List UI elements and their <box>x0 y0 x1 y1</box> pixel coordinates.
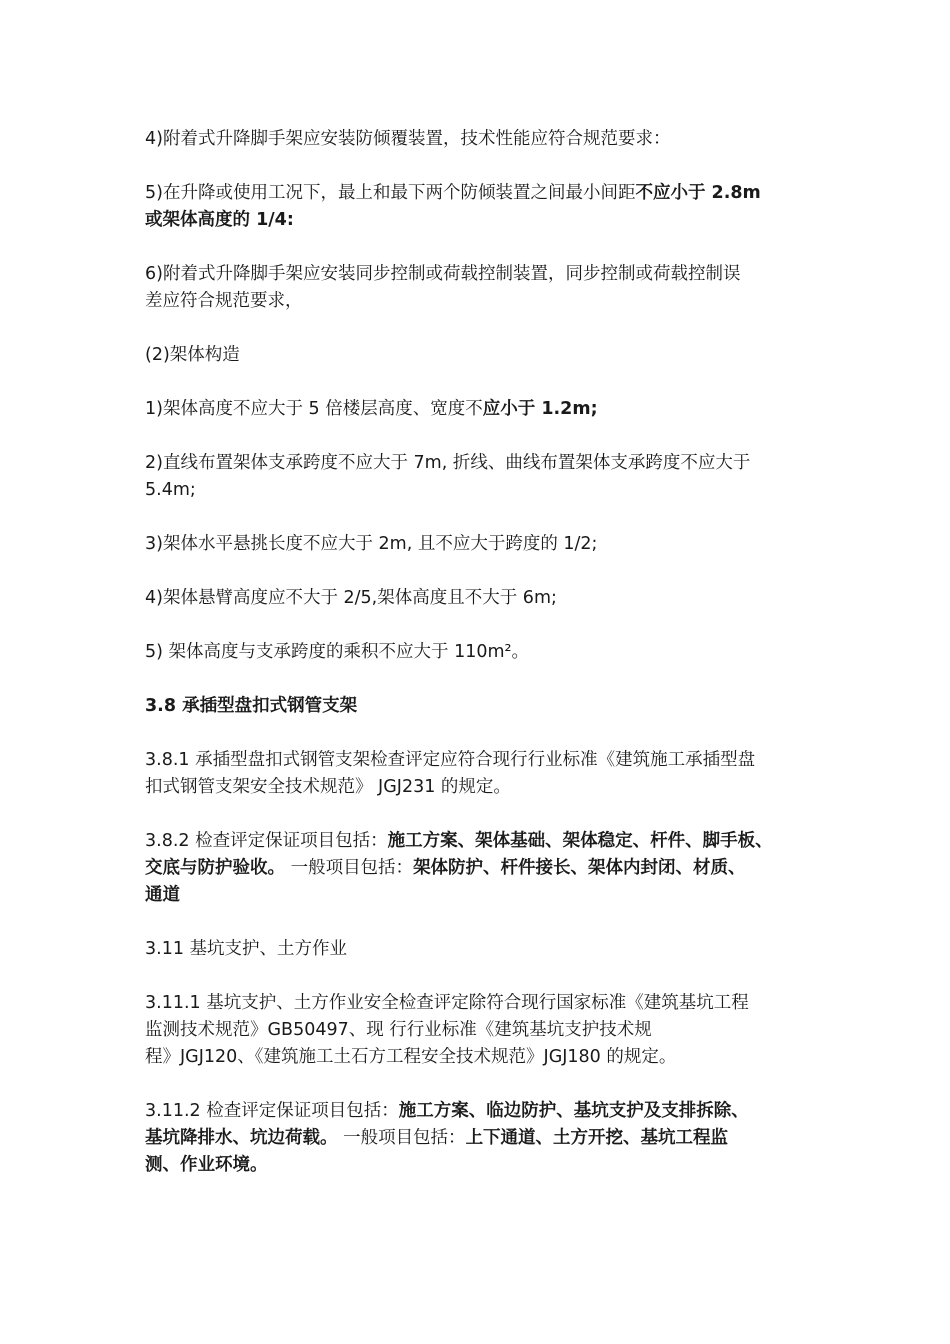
text-run: 4)附着式升降脚手架应安装防倾覆装置，技术性能应符合规范要求： <box>145 129 671 149</box>
bold-text-run: 施工方案、架体基础、架体稳定、杆件、脚手板、 <box>387 831 773 851</box>
document-paragraph <box>145 693 825 720</box>
text-run: 3.11.1 基坑支护、土方作业安全检查评定除符合现行国家标准《建筑基坑工程 <box>145 993 749 1013</box>
bold-text-run: 架体防护、杆件接长、架体内封闭、材质、 <box>413 858 746 878</box>
bold-text-run: 不应小于 2.8m <box>635 183 761 203</box>
text-run: 监测技术规范》GB50497、现 行行业标准《建筑基坑支护技术规 <box>145 1020 652 1040</box>
document-paragraph <box>145 936 825 963</box>
document-paragraph <box>145 342 825 369</box>
document-page <box>145 126 825 1206</box>
document-paragraph <box>145 639 825 666</box>
text-run: 扣式钢管支架安全技术规范》 JGJ231 的规定。 <box>145 777 511 797</box>
text-run: 1)架体高度不应大于 5 倍楼层高度、宽度不 <box>145 399 483 419</box>
text-run: 差应符合规范要求， <box>145 291 303 311</box>
text-run: 一般项目包括： <box>337 1128 466 1148</box>
bold-text-run: 交底与防护验收。 <box>145 858 285 878</box>
text-run: 3.11 基坑支护、土方作业 <box>145 939 348 959</box>
text-run: 2)直线布置架体支承跨度不应大于 7m, 折线、曲线布置架体支承跨度不应大于 <box>145 453 751 473</box>
bold-text-run: 上下通道、土方开挖、基坑工程监 <box>465 1128 729 1148</box>
text-run: 5.4m; <box>145 480 196 500</box>
bold-text-run: 基坑降排水、坑边荷载。 <box>145 1128 338 1148</box>
text-run: 6)附着式升降脚手架应安装同步控制或荷载控制装置，同步控制或荷载控制误 <box>145 264 741 284</box>
document-paragraph <box>145 1098 825 1179</box>
bold-text-run: 或架体高度的 1/4: <box>145 210 294 230</box>
document-paragraph <box>145 396 825 423</box>
bold-text-run: 3.8 承插型盘扣式钢管支架 <box>145 696 358 716</box>
document-paragraph <box>145 990 825 1071</box>
document-paragraph <box>145 585 825 612</box>
bold-text-run: 施工方案、临边防护、基坑支护及支排拆除、 <box>398 1101 749 1121</box>
document-paragraph <box>145 531 825 558</box>
text-run: 5) 架体高度与支承跨度的乘积不应大于 110m²。 <box>145 642 530 662</box>
text-run: 一般项目包括： <box>285 858 414 878</box>
document-paragraph <box>145 126 825 153</box>
text-run: 3.8.2 检查评定保证项目包括： <box>145 831 388 851</box>
text-run: 3.8.1 承插型盘扣式钢管支架检查评定应符合现行行业标准《建筑施工承插型盘 <box>145 750 756 770</box>
document-paragraph <box>145 747 825 801</box>
document-paragraph <box>145 450 825 504</box>
document-paragraph <box>145 261 825 315</box>
bold-text-run: 测、作业环境。 <box>145 1155 268 1175</box>
text-run: 程》JGJ120、《建筑施工土石方工程安全技术规范》JGJ180 的规定。 <box>145 1047 677 1067</box>
document-paragraph <box>145 180 825 234</box>
text-run: 3.11.2 检查评定保证项目包括： <box>145 1101 399 1121</box>
text-run: (2)架体构造 <box>145 345 240 365</box>
bold-text-run: 应小于 1.2m; <box>482 399 598 419</box>
text-run: 4)架体悬臂高度应不大于 2/5,架体高度且不大于 6m; <box>145 588 557 608</box>
text-run: 5)在升降或使用工况下，最上和最下两个防倾装置之间最小间距 <box>145 183 636 203</box>
document-paragraph <box>145 828 825 909</box>
text-run: 3)架体水平悬挑长度不应大于 2m, 且不应大于跨度的 1/2; <box>145 534 598 554</box>
bold-text-run: 通道 <box>145 885 180 905</box>
